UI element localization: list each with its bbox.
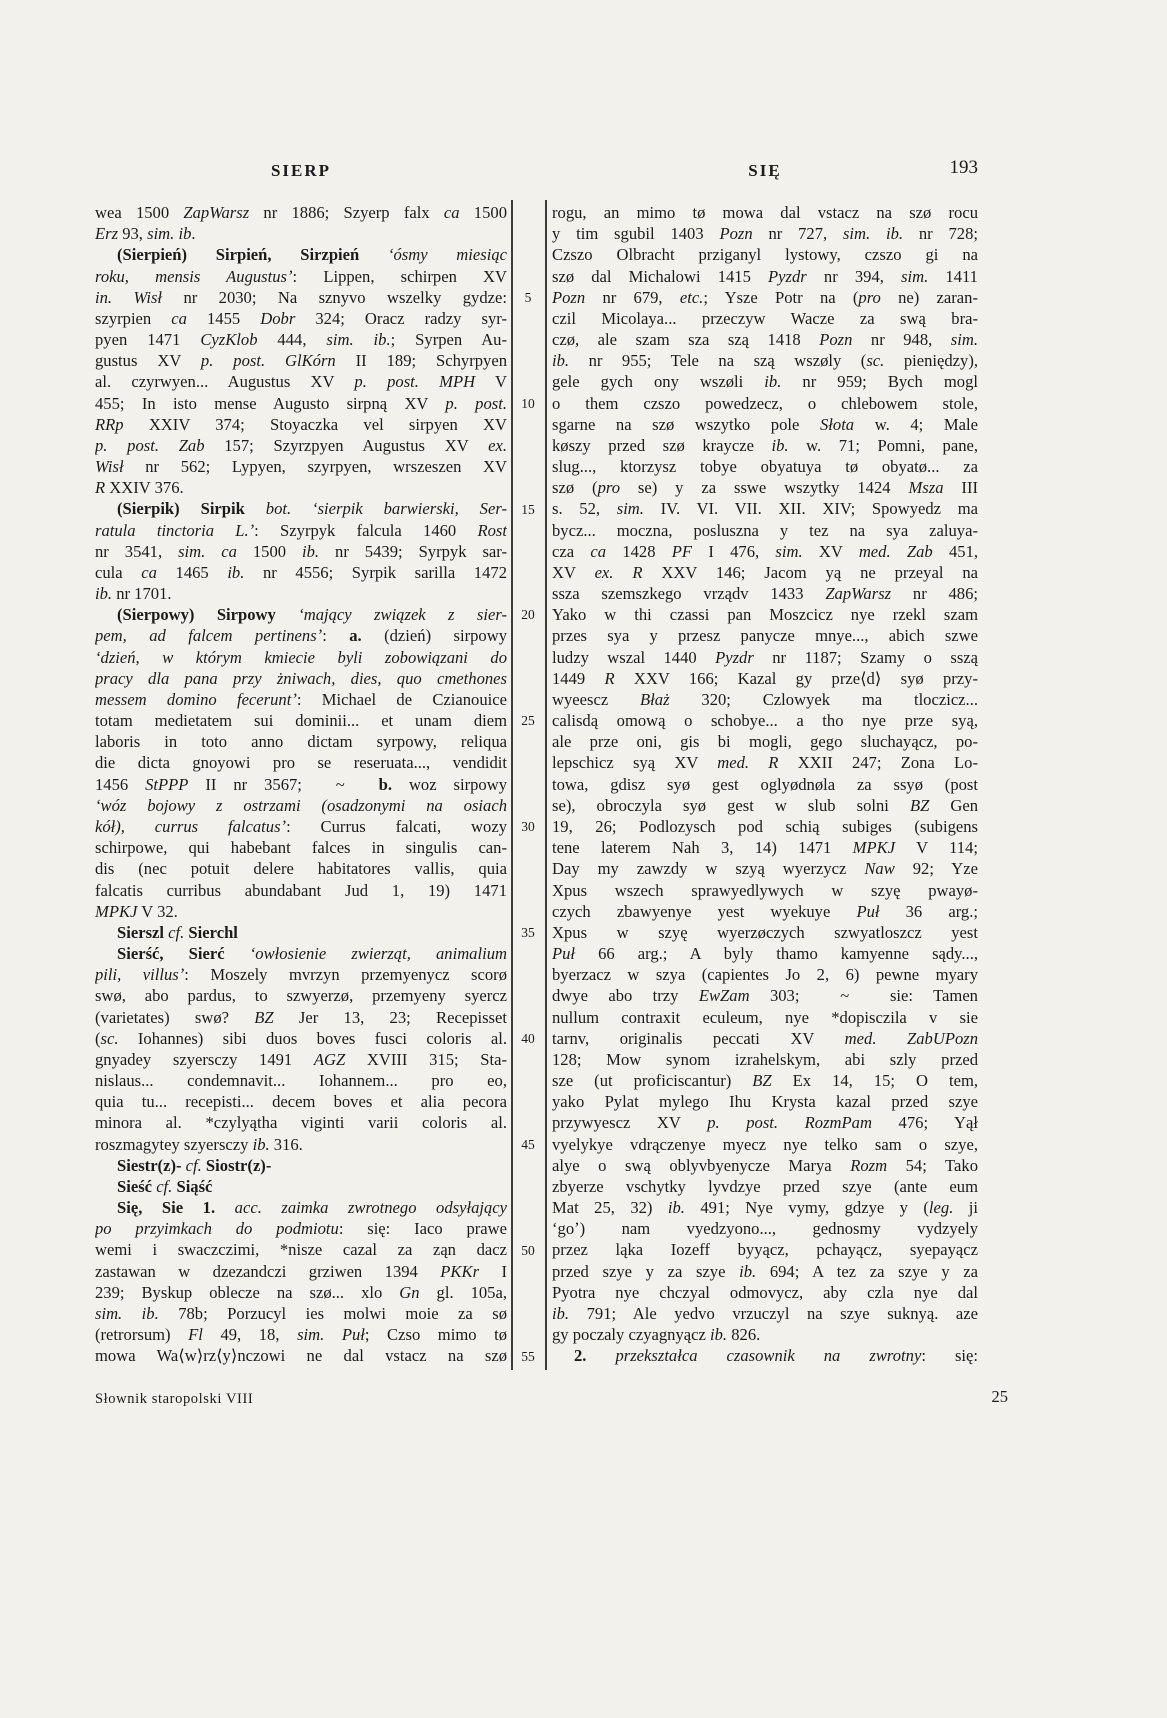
text-line: yako Pylat mylego Ihu Krysta kazal przed szye [552,1092,978,1112]
text-line: MPKJ V 32. [95,901,178,921]
text-line: (Sierpowy) Sirpowy ʻmający związek z sier- [117,605,507,625]
text-line: ʻgoʼ) nam vyedzyono..., gednosmy vydzyely [552,1219,978,1239]
text-line: gnyadey szyersczy 1491 AGZ XVIII 315; Sta- [95,1049,507,1069]
text-line: lepschicz syą XV med. R XXII 247; Zona Lo- [552,753,978,773]
text-line: die dicta gnoyowi pro se reseruata..., vendidit [95,753,507,773]
text-line: przywyescz XV p. post. RozmPam 476; Yął [552,1113,978,1133]
text-line: køszy przed szø kraycze ib. w. 71; Pomni, pane, [552,435,978,455]
text-line: czil Micolaya... przeczyw Wacze za swą bra- [552,308,978,328]
text-line: roku, mensis Augustusʼ: Lippen, schirpen XV [95,266,507,286]
text-line: Erz 93, sim. ib. [95,224,196,244]
text-line: pyen 1471 CyzKlob 444, sim. ib.; Syrpen Au- [95,330,507,350]
text-line: towa, gdisz syø gest oglyødnøla za ssyø (post [552,774,978,794]
left-column [95,202,507,1366]
page-number: 193 [949,157,978,178]
line-number: 5 [524,289,532,305]
line-number: 35 [521,925,535,941]
text-line: bycz... moczna, posluszna y tez na sya zaluya- [552,520,978,540]
text-line: dis (nec potuit delere habitatores vallis, quia [95,859,507,879]
text-line: 239; Byskup oblecze na szø... xlo Gn gl. 105a, [95,1282,507,1302]
text-line: nr 3541, sim. ca 1500 ib. nr 5439; Syrpyk sar- [95,541,507,561]
text-line: 1456 StPPP II nr 3567; ~ b. woz sirpowy [95,774,507,794]
text-line: tene laterem Nah 3, 14) 1471 MPKJ V 114; [552,838,978,858]
text-line: ʻwóz bojowy z ostrzami (osadzonymi na osiach [95,795,507,815]
text-line: Day my zawzdy w szyą wyerzycz Naw 92; Yze [552,859,978,879]
text-line: XV ex. R XXV 146; Jacom yą ne przeyal na [552,562,978,582]
text-line: szyrpien ca 1455 Dobr 324; Oracz radzy syr- [95,308,507,328]
text-line: Się, Sie 1. acc. zaimka zwrotnego odsyłający [117,1198,507,1218]
text-line: Sieść cf. Siąść [117,1176,213,1196]
text-line: (retrorsum) Fl 49, 18, sim. Puł; Czso mimo tø [95,1325,507,1345]
text-line: pem, ad falcem pertinensʼ: a. (dzień) sirpowy [95,626,507,646]
text-line: totam medietatem sui dominii... et unam diem [95,711,507,731]
text-line: Wisł nr 562; Lypyen, szyrpyen, wrszeszen XV [95,457,507,477]
line-number-gutter [511,202,545,1372]
text-line: 2. przekształca czasownik na zwrotny: się: [574,1346,978,1366]
text-line: o them czszo powedzecz, o chlebowem stole, [552,393,978,413]
text-line: (Sierpień) Sirpień, Sirzpień ʻósmy miesiąc [117,245,507,265]
text-line: ib. nr 955; Tele na szą wszøly (sc. pieniędzy), [552,351,978,371]
text-line: falcatis curribus abundabant Jud 1, 19) 1471 [95,880,507,900]
text-line: 455; In isto mense Augusto sirpną XV p. post. [95,393,507,413]
text-line: s. 52, sim. IV. VI. VII. XII. XIV; Spowyedz ma [552,499,978,519]
text-line: po przyimkach do podmiotu: się: Iaco prawe [95,1219,507,1239]
text-line: przez ląka Iozeff byyącz, pchayącz, syepayącz [552,1240,978,1260]
text-line: laboris in toto anno dictam syrpowy, reliqua [95,732,507,752]
text-line: schirpowe, qui habebant falces in singulis can- [95,838,507,858]
text-line: RRp XXIV 374; Stoyaczka vel sirpyen XV [95,414,507,434]
text-line: gele gych ony wszøli ib. nr 959; Bych mogl [552,372,978,392]
text-line: sze (ut proficiscantur) BZ Ex 14, 15; O tem, [552,1071,978,1091]
text-line: Czszo Olbracht prziganyl lystowy, czszo gi na [552,245,978,265]
text-line: cula ca 1465 ib. nr 4556; Syrpik sarilla 1472 [95,562,507,582]
text-line: Pyotra nye chczyal odmovycz, aby czla nye dal [552,1282,978,1302]
text-line: p. post. Zab 157; Szyrzpyen Augustus XV ex. [95,435,507,455]
line-number: 55 [521,1348,535,1364]
text-line: nislaus... condemnavit... Iohannem... pro eo, [95,1071,507,1091]
text-line: rogu, an mimo tø mowa dal vstacz na szø rocu [552,203,978,222]
line-number: 15 [521,501,535,517]
text-line: dwye abo trzy EwZam 303; ~ sie: Tamen [552,986,978,1006]
text-line: Sierść, Sierć ʻowłosienie zwierząt, animalium [117,944,507,964]
column-rule-right [545,200,547,1370]
text-line: ratula tinctoria L.ʼ: Szyrpyk falcula 1460 Rost [95,520,507,540]
line-number: 20 [521,607,535,623]
text-line: Siestr(z)- cf. Siostr(z)- [117,1155,272,1175]
text-line: zbyerze vschytky lyvdzye przed szye (ante eum [552,1176,978,1196]
running-head-left: SIERP [270,161,332,180]
text-line: ale prze oni, gis bi mogli, gego sluchayącz, po- [552,732,978,752]
text-line: alye o swą oblyvbyenycze Marya Rozm 54; Tako [552,1155,978,1175]
line-number: 30 [521,819,535,835]
text-line: (Sierpik) Sirpik bot. ʻsierpik barwierski, Ser- [117,499,507,519]
text-line: swø, abo pardus, to szwyerzø, przemyeny syercz [95,986,507,1006]
text-line: Xpus wszech sprawyedlywych w szyę pwayø- [552,880,978,900]
text-line: sim. ib. 78b; Porzucyl ies molwi moie za sø [95,1303,507,1323]
text-line: byerzacz w szya (capientes Jo 2, 6) pewne myary [552,965,978,985]
footer-signature-number: 25 [991,1387,1008,1406]
text-line: mowa Wa⟨w⟩rz⟨y⟩nczowi ne dal vstacz na szø [95,1346,507,1366]
text-line: pracy dla pana przy żniwach, dies, quo cmethones [95,668,507,688]
text-line: messem domino feceruntʼ: Michael de Czianouice [95,689,507,709]
text-line: ib. 791; Ale yedvo vrzuczyl na szye suknyą. aze [552,1303,978,1323]
text-line: szø (pro se) y za sswe wszytky 1424 Msza III [552,478,978,498]
text-line: vyelykye vdrączenye myecz nye telko sam o szye, [552,1134,978,1154]
text-line: pili, villusʼ: Moszely mvrzyn przemyenycz scorø [95,965,507,985]
text-line: tarnv, originalis peccati XV med. ZabUPozn [552,1028,978,1048]
text-line: calisdą omową o schobye... a tho nye prze syą, [552,711,978,731]
text-line: gustus XV p. post. GlKórn II 189; Schyrpyen [95,351,507,371]
text-line: Sierszl cf. Sierchl [117,922,238,942]
text-line: przed szye y za szye ib. 694; A tez za szye y za [552,1261,978,1281]
line-number: 40 [521,1031,535,1047]
text-line: wyeescz Błaż 320; Czlowyek ma tloczicz... [552,689,978,709]
text-line: y tim sgubil 1403 Pozn nr 727, sim. ib. nr 728; [552,224,978,244]
text-line: in. Wisł nr 2030; Na sznyvo wszelky gydze: [95,287,507,307]
text-line: cza ca 1428 PF I 476, sim. XV med. Zab 451, [552,541,978,561]
text-line: 19, 26; Podlozysch pod schią subiges (subigens [552,816,978,836]
line-number: 50 [521,1242,535,1258]
text-line: 128; Mow synom izrahelskym, abi szly przed [552,1049,978,1069]
text-line: se), obroczyla syø gest w slub solni BZ Gen [552,795,978,815]
line-number: 45 [521,1136,535,1152]
line-number: 10 [521,395,535,411]
text-line: wemi i swaczczimi, *nisze cazal za ząn dacz [95,1240,507,1260]
text-line: nullum contraxit eculeum, nye *dopisczila v sie [552,1007,978,1027]
text-line: Mat 25, 32) ib. 491; Nye vymy, gdzye y (leg. ji [552,1198,978,1218]
text-line: szø dal Michalowi 1415 Pyzdr nr 394, sim. 1411 [552,266,978,286]
text-line: ludzy wszal 1440 Pyzdr nr 1187; Szamy o sszą [552,647,978,667]
text-line: Xpus w szyę wyerzøczych szwyatloszcz yest [552,922,978,942]
running-head-right: SIĘ [748,161,782,180]
footer-series-title: Słownik staropolski VIII [95,1391,254,1407]
text-line: zastawan w dzezandczi grziwen 1394 PKKr I [95,1261,507,1281]
text-line: sgarne na szø wszytko pole Słota w. 4; Male [552,414,978,434]
text-line: quia tu... recepisti... decem boves et alia pecora [95,1092,507,1112]
text-line: 1449 R XXV 166; Kazal gy prze⟨d⟩ syø przy- [552,668,978,688]
text-line: przes sya y przesz panycze mnye..., abich szwe [552,626,978,646]
text-line: Pozn nr 679, etc.; Ysze Potr na (pro ne) zaran- [552,287,978,307]
text-line: czø, ale szam sza szą 1418 Pozn nr 948, sim. [552,330,978,350]
text-line: (sc. Iohannes) sibi duos boves fusci coloris al. [95,1028,507,1048]
text-line: ib. nr 1701. [95,584,172,604]
text-line: Yako w thi czassi pan Moszcicz nye rzekl szam [552,605,978,625]
right-column [552,202,978,1366]
text-line: al. czyrwyen... Augustus XV p. post. MPH V [95,372,507,392]
text-line: czych zbawyenye yest wyekuye Puł 36 arg.; [552,901,978,921]
text-line: (varietates) swø? BZ Jer 13, 23; Recepisset [95,1007,507,1027]
text-line: wea 1500 ZapWarsz nr 1886; Szyerp falx ca 1500 [95,203,507,222]
text-line: roszmagytey szyersczy ib. 316. [95,1134,303,1154]
text-line: ʻdzień, w którym kmiecie byli zobowiązani do [95,647,507,667]
text-line: slug..., ktorzysz tobye obyatuya tø obyatø... za [552,457,978,477]
text-line: ssza szemszkego vrządv 1433 ZapWarsz nr 486; [552,584,978,604]
line-number: 25 [521,713,535,729]
text-line: R XXIV 376. [95,478,184,498]
text-line: kół), currus falcatusʼ: Currus falcati, wozy [95,816,507,836]
text-line: Puł 66 arg.; A byly thamo kamyenne sądy..., [552,944,978,964]
text-line: gy poczaly czyagnyącz ib. 826. [552,1325,761,1345]
text-line: minora al. *czylyątha viginti varii coloris al. [95,1113,507,1133]
